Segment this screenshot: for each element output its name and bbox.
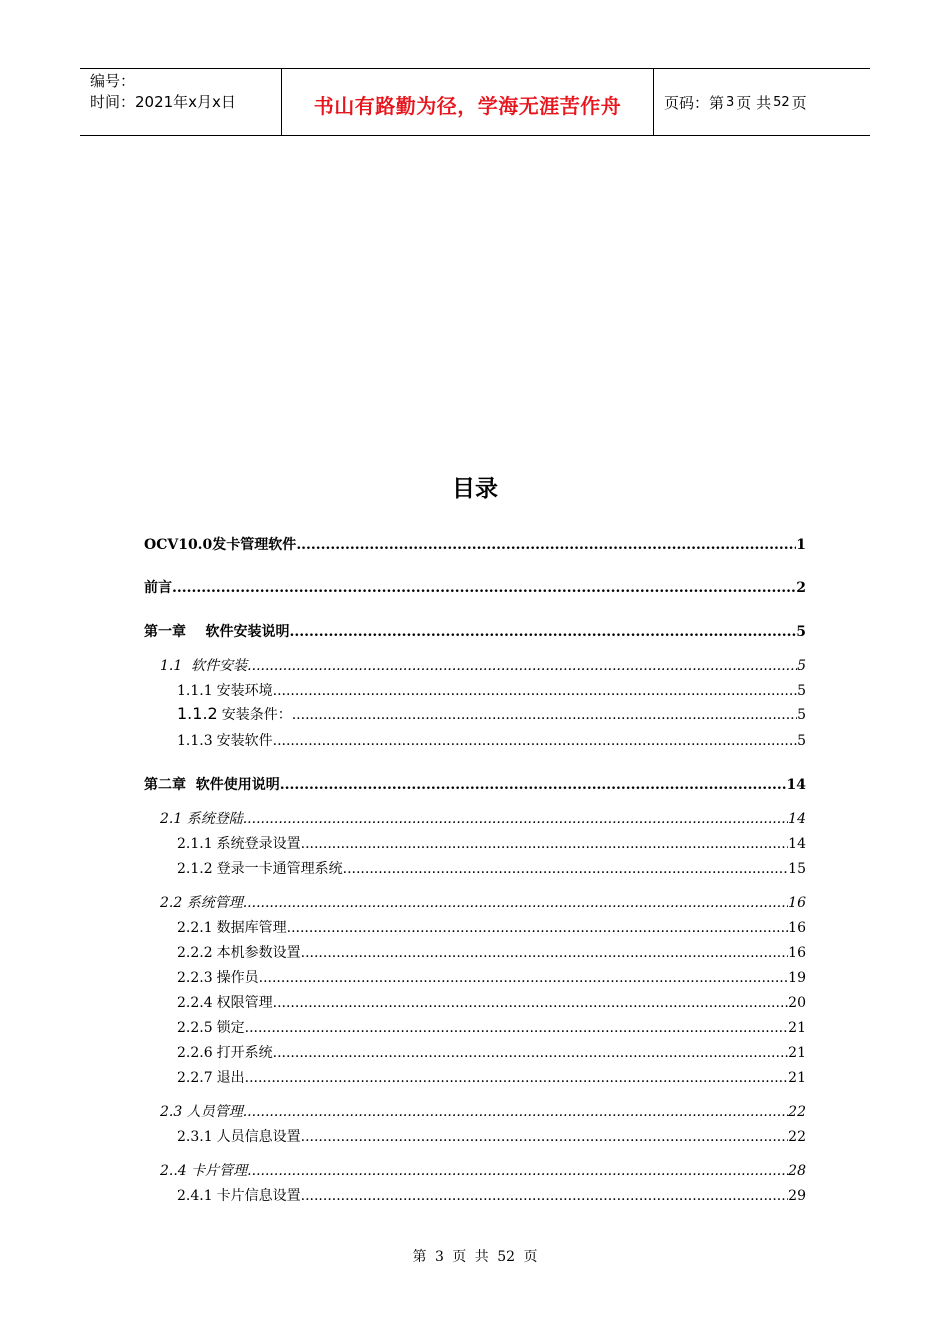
page-footer: 第 3 页 共 52 页 bbox=[412, 1249, 538, 1265]
toc-entry-number: 2.2.2 bbox=[177, 945, 213, 961]
toc-entry[interactable] bbox=[177, 917, 806, 937]
toc-entry[interactable] bbox=[177, 967, 806, 987]
toc-leader bbox=[280, 777, 787, 793]
page-suffix: 页 bbox=[791, 93, 807, 112]
toc-leader bbox=[172, 580, 796, 596]
toc-leader bbox=[245, 1020, 789, 1036]
toc-leader bbox=[287, 920, 789, 936]
toc-entry-label: 前言 bbox=[144, 580, 172, 596]
toc-entry-page: 2 bbox=[796, 580, 806, 596]
toc-entry[interactable] bbox=[160, 655, 806, 675]
toc-entry-page: 15 bbox=[788, 861, 806, 877]
toc-entry-number: 1.1.1 bbox=[177, 683, 213, 699]
toc-entry-label: 安装环境 bbox=[216, 683, 273, 699]
toc-entry-label: 操作员 bbox=[216, 970, 259, 986]
toc-entry-page: 5 bbox=[797, 658, 806, 674]
toc-leader bbox=[273, 995, 789, 1011]
toc-leader bbox=[259, 970, 789, 986]
toc-entry-label: 2.1 系统登陆 bbox=[160, 811, 243, 827]
toc-entry-page: 14 bbox=[788, 811, 806, 827]
toc-entry[interactable] bbox=[177, 730, 806, 750]
toc-entry[interactable] bbox=[177, 1067, 806, 1087]
toc-entry-number: 2.1.2 bbox=[177, 861, 213, 877]
toc-entry-number: 2.3.1 bbox=[177, 1129, 213, 1145]
toc-leader bbox=[301, 836, 789, 852]
toc-entry-label: 2.3 人员管理 bbox=[160, 1104, 243, 1120]
toc-entry-label: 人员信息设置 bbox=[216, 1129, 301, 1145]
toc-entry-page: 21 bbox=[788, 1020, 806, 1036]
toc-leader bbox=[273, 733, 797, 749]
toc-entry-label: 登录一卡通管理系统 bbox=[216, 861, 343, 877]
toc-leader bbox=[245, 1070, 789, 1086]
toc-entry-page: 20 bbox=[788, 995, 806, 1011]
toc-entry-page: 22 bbox=[788, 1104, 806, 1120]
toc-entry-label: 锁定 bbox=[216, 1020, 245, 1036]
toc-entry-label: 2..4 卡片管理 bbox=[160, 1163, 248, 1179]
toc-entry-number: 2.1.1 bbox=[177, 836, 213, 852]
toc-entry-label: 打开系统 bbox=[216, 1045, 273, 1061]
toc-entry[interactable] bbox=[177, 680, 806, 700]
toc-entry-page: 16 bbox=[788, 945, 806, 961]
header-motto: 书山有路勤为径，学海无涯苦作舟 bbox=[281, 69, 654, 135]
toc-entry[interactable] bbox=[177, 942, 806, 962]
toc-entry-label: 卡片信息设置 bbox=[216, 1188, 301, 1204]
toc-entry-label: 权限管理 bbox=[216, 995, 273, 1011]
toc-leader bbox=[343, 861, 789, 877]
toc-leader bbox=[243, 1104, 788, 1120]
toc-entry-label: 数据库管理 bbox=[216, 920, 287, 936]
toc-entry-number: 1.1.2 bbox=[177, 704, 218, 723]
toc-leader bbox=[273, 1045, 789, 1061]
toc-entry[interactable] bbox=[177, 704, 806, 724]
toc-entry-label: 退出 bbox=[216, 1070, 245, 1086]
toc-leader bbox=[243, 811, 788, 827]
toc-entry-page: 22 bbox=[788, 1129, 806, 1145]
toc-entry[interactable] bbox=[160, 1101, 806, 1121]
toc-entry[interactable] bbox=[177, 1042, 806, 1062]
toc-leader bbox=[243, 895, 788, 911]
toc-entry-number: 2.2.3 bbox=[177, 970, 213, 986]
time-label: 时间：2021年x月x日 bbox=[90, 93, 236, 111]
toc-entry-number: 2.2.7 bbox=[177, 1070, 213, 1086]
toc-entry[interactable] bbox=[160, 808, 806, 828]
toc-entry[interactable] bbox=[177, 1185, 806, 1205]
toc-entry-page: 5 bbox=[797, 733, 806, 749]
toc-entry-number: 2.4.1 bbox=[177, 1188, 213, 1204]
toc-entry-page: 21 bbox=[788, 1045, 806, 1061]
toc-entry-page: 28 bbox=[788, 1163, 806, 1179]
toc-entry-label: 1.1 软件安装 bbox=[160, 658, 248, 674]
toc-entry-page: 29 bbox=[788, 1188, 806, 1204]
toc-leader bbox=[296, 537, 796, 553]
page-mid: 页 共 bbox=[736, 93, 772, 112]
toc-entry[interactable] bbox=[177, 1126, 806, 1146]
toc-entry-number: 1.1.3 bbox=[177, 733, 213, 749]
page-current: 3 bbox=[726, 94, 735, 110]
header-page-info bbox=[654, 69, 870, 135]
toc-entry-number: 2.2.1 bbox=[177, 920, 213, 936]
toc-entry[interactable] bbox=[144, 534, 806, 554]
toc-entry[interactable] bbox=[144, 774, 806, 794]
toc-leader bbox=[273, 683, 797, 699]
toc-entry-label: 本机参数设置 bbox=[216, 945, 301, 961]
toc-entry-page: 1 bbox=[796, 537, 806, 553]
toc-entry-page: 5 bbox=[797, 683, 806, 699]
toc-leader bbox=[290, 624, 797, 640]
toc-entry[interactable] bbox=[160, 892, 806, 912]
page-prefix: 页码：第 bbox=[664, 93, 725, 112]
toc-leader bbox=[292, 707, 797, 723]
toc-entry-label: 第二章 软件使用说明 bbox=[144, 777, 280, 793]
toc-leader bbox=[247, 658, 797, 674]
toc-entry[interactable] bbox=[177, 833, 806, 853]
toc-entry-label: OCV10.0发卡管理软件 bbox=[144, 537, 297, 553]
header-meta bbox=[80, 69, 281, 135]
toc-entry-page: 21 bbox=[788, 1070, 806, 1086]
page-total: 52 bbox=[773, 94, 790, 110]
toc-entry-label: 安装软件 bbox=[216, 733, 273, 749]
toc-entry-page: 14 bbox=[788, 836, 806, 852]
toc-entry-number: 2.2.5 bbox=[177, 1020, 213, 1036]
toc-entry-page: 5 bbox=[797, 707, 806, 723]
toc-entry[interactable] bbox=[144, 577, 806, 597]
toc-entry-page: 5 bbox=[796, 624, 806, 640]
toc-entry[interactable] bbox=[177, 1017, 806, 1037]
toc-entry[interactable] bbox=[177, 992, 806, 1012]
toc-entry-page: 19 bbox=[788, 970, 806, 986]
toc-leader bbox=[301, 945, 789, 961]
toc-entry-label: 2.2 系统管理 bbox=[160, 895, 243, 911]
toc-entry-page: 14 bbox=[786, 777, 806, 793]
toc-entry-page: 16 bbox=[788, 895, 806, 911]
toc-leader bbox=[301, 1188, 789, 1204]
toc-entry[interactable] bbox=[177, 858, 806, 878]
toc-entry-number: 2.2.4 bbox=[177, 995, 213, 1011]
toc-entry-label: 系统登录设置 bbox=[216, 836, 301, 852]
page-header bbox=[80, 68, 870, 136]
toc-leader bbox=[247, 1163, 788, 1179]
toc-entry-label: 安装条件： bbox=[221, 707, 292, 723]
toc-entry-number: 2.2.6 bbox=[177, 1045, 213, 1061]
toc-entry-label: 第一章 软件安装说明 bbox=[144, 624, 290, 640]
toc-entry[interactable] bbox=[144, 621, 806, 641]
toc-entry[interactable] bbox=[160, 1160, 806, 1180]
serial-label: 编号： bbox=[90, 72, 136, 90]
toc-leader bbox=[301, 1129, 789, 1145]
toc-entry-page: 16 bbox=[788, 920, 806, 936]
toc-title: 目录 bbox=[452, 476, 498, 502]
